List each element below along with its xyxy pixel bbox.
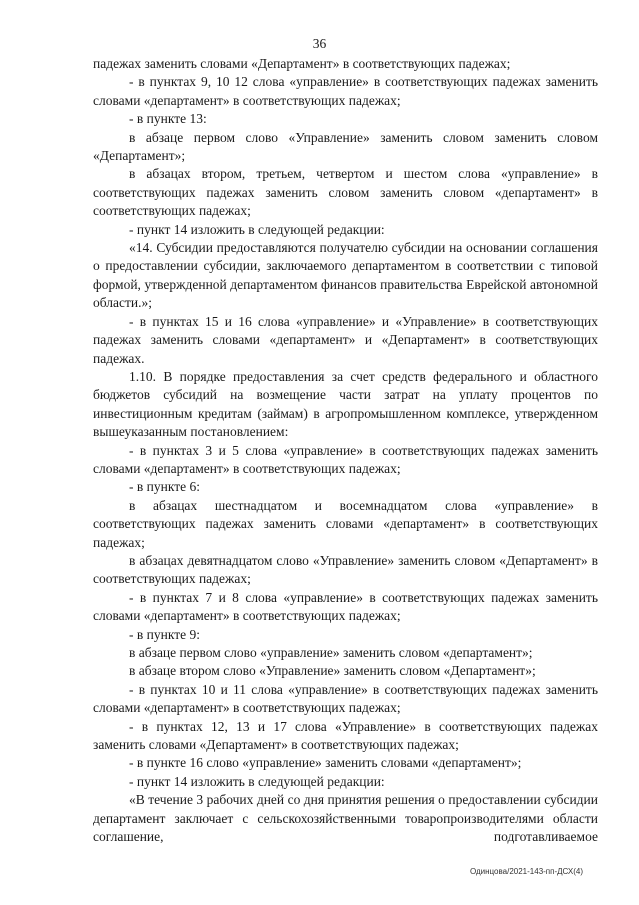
paragraph: «В течение 3 рабочих дней со дня принятия решения о предоставлении субсидии департамент заключает с сельскохозяйственными товаропроизводителями области соглашение, подготавливаемое [93, 792, 598, 845]
paragraph: - в пункте 6: [129, 479, 200, 495]
paragraph: - в пунктах 12, 13 и 17 слова «Управление» в соответствующих падежах заменить словами «Департамент» в соответствующих падежах; [93, 718, 598, 753]
paragraph: «14. Субсидии предоставляются получателю субсидии на основании соглашения о предоставлении субсидии, заключаемого департаментом в соответствии с типовой формой, утвержденной департаментом финансов правительства Еврейской автономной области.»; [93, 240, 598, 311]
paragraph: в абзацах шестнадцатом и восемнадцатом слова «управление» в соответствующих падежах заменить словами «департамент» в соответствующих падежах; [93, 497, 598, 550]
document-reference-code: Одинцова/2021-143-пп-ДСХ(4) [469, 867, 583, 876]
paragraph: в абзаце первом слово «Управление» заменить словом заменить словом «Департамент»; [93, 129, 598, 164]
paragraph: - в пунктах 9, 10 12 слова «управление» в соответствующих падежах заменить словами «департамент» в соответствующих падежах; [93, 74, 598, 108]
paragraph: - в пункте 9: [129, 626, 200, 642]
paragraph: 1.10. В порядке предоставления за счет средств федерального и областного бюджетов субсидий на возмещение части затрат на уплату процентов по инвестиционным кредитам (займам) в агропромышленном комплексе, утвержденном вышеуказанным постановлением: [93, 368, 598, 440]
paragraph: в абзацах втором, третьем, четвертом и шестом слова «управление» в соответствующих падежах заменить словом заменить словом «департамент» в соответствующих падежах; [93, 166, 598, 219]
paragraph: - в пункте 16 слово «управление» заменить словами «департамент»; [129, 755, 522, 771]
paragraph: - пункт 14 изложить в следующей редакции: [129, 773, 385, 789]
paragraph: - в пункте 13: [129, 111, 207, 127]
document-body [93, 55, 598, 846]
paragraph: в абзаце первом слово «управление» заменить словом «департамент»; [129, 645, 533, 660]
paragraph: в абзаце втором слово «Управление» заменить словом «Департамент»; [129, 663, 536, 679]
paragraph: падежах заменить словами «Департамент» в соответствующих падежах; [93, 56, 511, 71]
paragraph: - в пунктах 7 и 8 слова «управление» в соответствующих падежах заменить словами «департамент» в соответствующих падежах; [93, 589, 598, 624]
paragraph: - в пунктах 10 и 11 слова «управление» в соответствующих падежах заменить словами «департамент» в соответствующих падежах; [93, 681, 598, 716]
paragraph: - пункт 14 изложить в следующей редакции: [129, 221, 385, 237]
paragraph: - в пунктах 3 и 5 слова «управление» в соответствующих падежах заменить словами «департамент» в соответствующих падежах; [93, 442, 598, 476]
page-number: 36 [312, 36, 327, 51]
paragraph: - в пунктах 15 и 16 слова «управление» и «Управление» в соответствующих падежах заменить словами «департамент» и «Департамент» в соответствующих падежах. [93, 313, 598, 366]
paragraph: в абзацах девятнадцатом слово «Управление» заменить словом «Департамент» в соответствующих падежах; [93, 552, 598, 587]
